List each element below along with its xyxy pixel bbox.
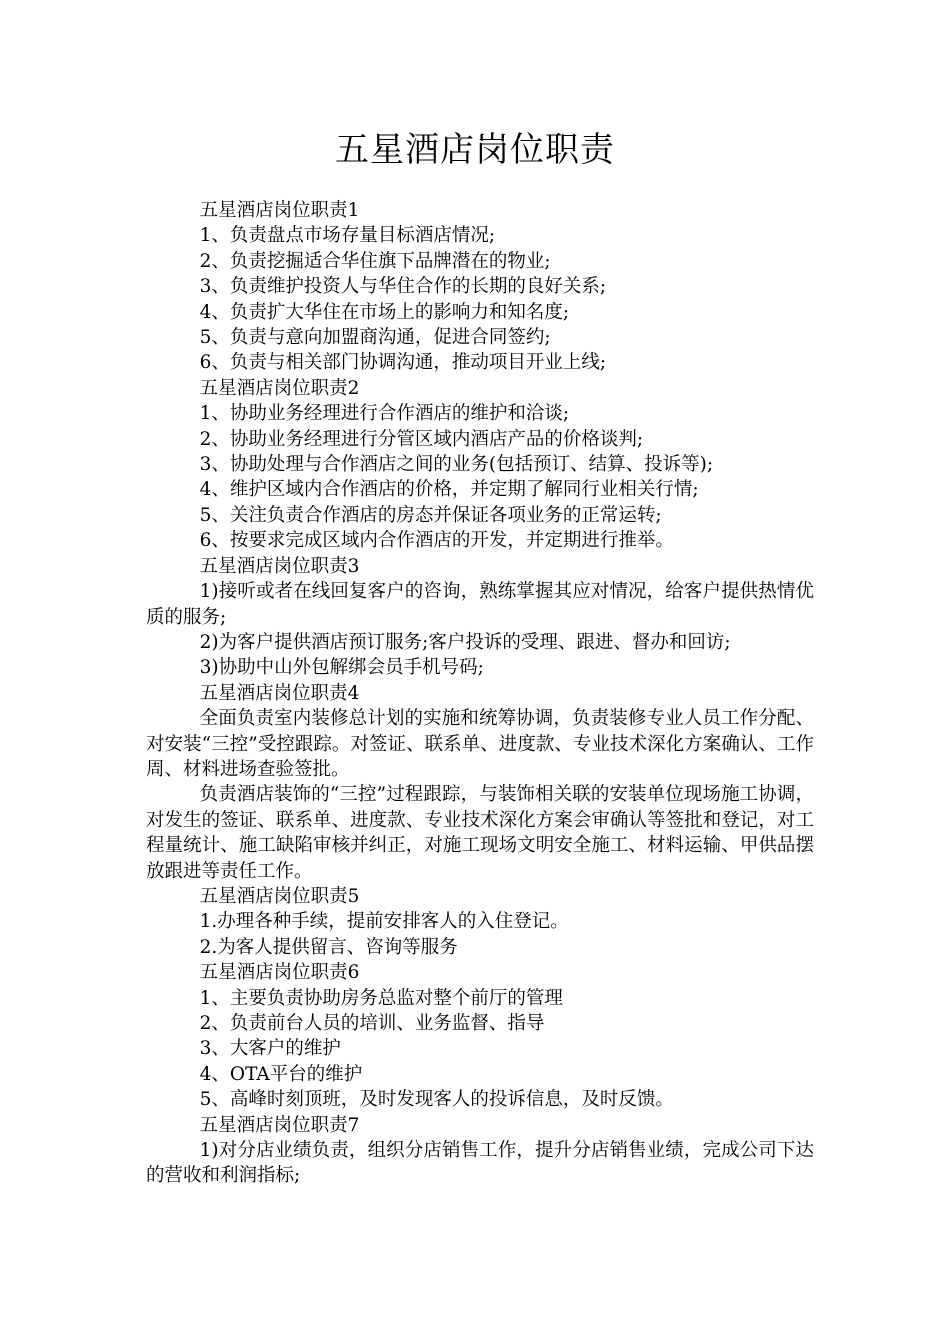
body-paragraph: 负责酒店装饰的“三控”过程跟踪，与装饰相关联的安装单位现场施工协调，对发生的签证、联系单、进度款、专业技术深化方案会审确认等签批和登记，对工程量统计、施工缺陷审核并纠正，对施工现场文明安全施工、材料运输、甲供品摆放跟进等责任工作。 [146, 784, 814, 882]
body-paragraph: 5、高峰时刻顶班，及时发现客人的投诉信息，及时反馈。 [199, 1089, 674, 1111]
section-heading: 五星酒店岗位职责7 [199, 1114, 360, 1136]
body-paragraph: 1、协助业务经理进行合作酒店的维护和洽谈; [199, 403, 570, 425]
body-paragraph: 1.办理各种手续，提前安排客人的入住登记。 [199, 911, 569, 933]
section-heading: 五星酒店岗位职责1 [199, 200, 360, 221]
section-heading: 五星酒店岗位职责4 [199, 682, 360, 704]
body-paragraph: 2.为客人提供留言、咨询等服务 [199, 936, 458, 958]
body-paragraph: 1)对分店业绩负责，组织分店销售工作，提升分店销售业绩，完成公司下达的营收和利润指标; [146, 1140, 814, 1187]
document-body [146, 198, 814, 1189]
body-paragraph: 4、OTA平台的维护 [199, 1063, 363, 1085]
body-paragraph: 2)为客户提供酒店预订服务;客户投诉的受理、跟进、督办和回访; [199, 631, 731, 653]
section-heading: 五星酒店岗位职责6 [199, 962, 360, 984]
body-paragraph: 2、负责前台人员的培训、业务监督、指导 [199, 1013, 545, 1034]
page-title: 五星酒店岗位职责 [335, 130, 615, 170]
body-paragraph: 全面负责室内装修总计划的实施和统筹协调，负责装修专业人员工作分配、对安装“三控”受控跟踪。对签证、联系单、进度款、专业技术深化方案确认、工作周、材料进场查验签批。 [146, 708, 814, 780]
body-paragraph: 5、关注负责合作酒店的房态并保证各项业务的正常运转; [199, 504, 662, 526]
body-paragraph: 2、协助业务经理进行分管区域内酒店产品的价格谈判; [199, 428, 644, 450]
body-paragraph: 3、大客户的维护 [199, 1038, 341, 1060]
body-paragraph: 1)接听或者在线回复客户的咨询，熟练掌握其应对情况，给客户提供热情优质的服务; [146, 581, 814, 628]
body-paragraph: 6、负责与相关部门协调沟通，推动项目开业上线; [199, 352, 607, 374]
body-paragraph: 1、负责盘点市场存量目标酒店情况; [199, 225, 496, 247]
body-paragraph: 3、协助处理与合作酒店之间的业务(包括预订、结算、投诉等); [199, 454, 714, 476]
section-heading: 五星酒店岗位职责2 [199, 377, 360, 399]
body-paragraph: 4、维护区域内合作酒店的价格，并定期了解同行业相关行情; [199, 479, 699, 501]
body-paragraph: 1、主要负责协助房务总监对整个前厅的管理 [199, 987, 563, 1009]
body-paragraph: 5、负责与意向加盟商沟通，促进合同签约; [199, 327, 551, 349]
section-heading: 五星酒店岗位职责3 [199, 555, 360, 577]
body-paragraph: 3、负责维护投资人与华住合作的长期的良好关系; [199, 276, 607, 298]
body-paragraph: 2、负责挖掘适合华住旗下品牌潜在的物业; [199, 250, 551, 272]
body-paragraph: 6、按要求完成区域内合作酒店的开发，并定期进行推举。 [199, 530, 674, 552]
body-paragraph: 4、负责扩大华住在市场上的影响力和知名度; [199, 301, 570, 323]
section-heading: 五星酒店岗位职责5 [199, 885, 360, 907]
body-paragraph: 3)协助中山外包解绑会员手机号码; [199, 657, 484, 679]
